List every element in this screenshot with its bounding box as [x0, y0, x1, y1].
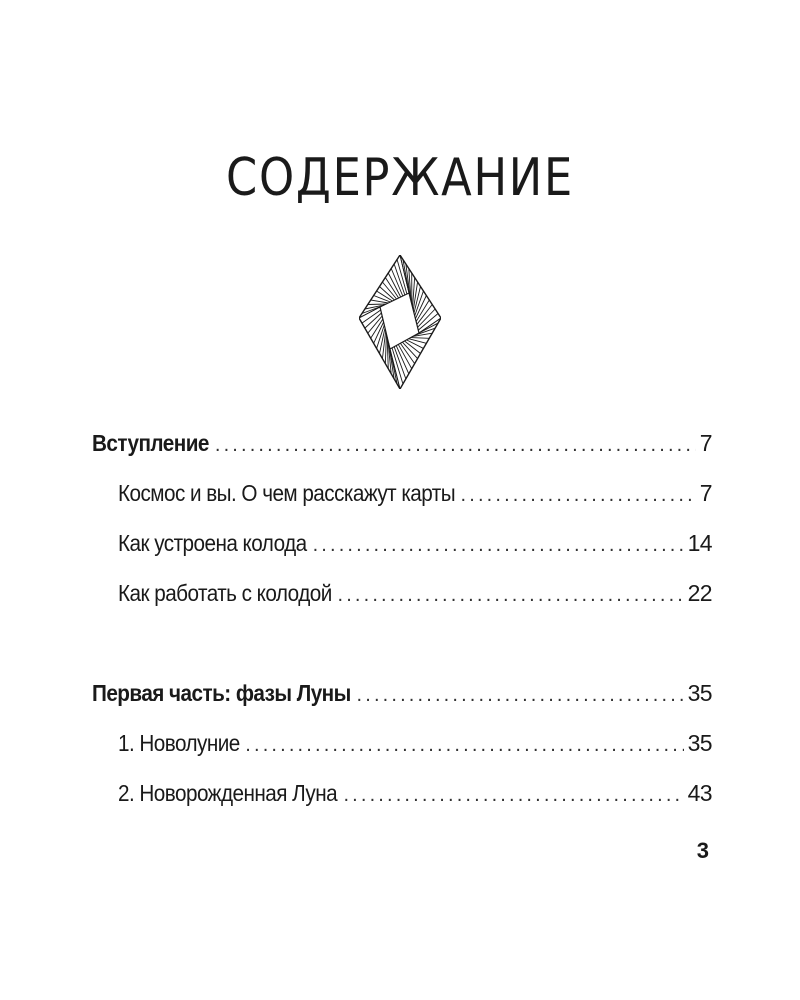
diamond-ornament-icon	[359, 255, 441, 389]
toc-entry-new-moon[interactable]	[118, 730, 712, 770]
toc-entry-cosmos-and-you[interactable]	[118, 480, 712, 520]
toc-entry-part-one-moon-phases[interactable]	[92, 680, 712, 720]
toc-entry-label: 1. Новолуние	[118, 730, 240, 756]
toc-entry-label: Вступление	[92, 430, 209, 456]
toc-entry-page: 22	[687, 580, 712, 606]
dot-leader	[313, 534, 684, 557]
toc-entry-introduction[interactable]	[92, 430, 712, 470]
toc-entry-page: 7	[699, 480, 712, 506]
toc-entry-label: 2. Новорожденная Луна	[118, 780, 338, 806]
toc-entry-label: Как устроена колода	[118, 530, 307, 556]
toc-entry-page: 7	[699, 430, 712, 456]
toc-entry-page: 35	[687, 680, 712, 706]
page-number: 3	[696, 838, 709, 863]
dot-leader	[215, 434, 696, 457]
toc-entry-label: Космос и вы. О чем расскажут карты	[118, 480, 456, 506]
toc-entry-deck-structure[interactable]	[118, 530, 712, 570]
page-title: СОДЕРЖАНИЕ	[226, 148, 574, 208]
toc-entry-label: Как работать с колодой	[118, 580, 332, 606]
dot-leader	[343, 784, 683, 807]
toc-entry-newborn-moon[interactable]	[118, 780, 712, 820]
toc-entry-page: 35	[687, 730, 712, 756]
toc-entry-page: 14	[687, 530, 712, 556]
toc-entry-working-with-deck[interactable]	[118, 580, 712, 620]
dot-leader	[337, 584, 683, 607]
dot-leader	[461, 484, 696, 507]
toc-entry-page: 43	[687, 780, 712, 806]
dot-leader	[357, 684, 684, 707]
toc-entry-label: Первая часть: фазы Луны	[92, 680, 351, 706]
dot-leader	[245, 734, 683, 757]
